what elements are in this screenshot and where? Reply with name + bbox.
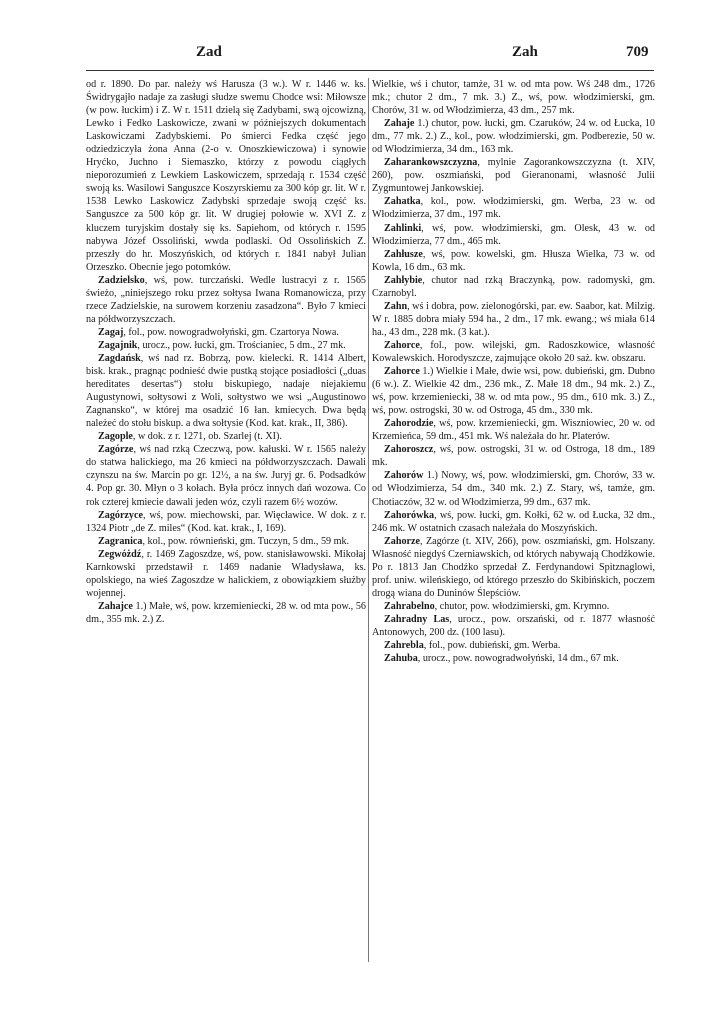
dictionary-entry: [372, 339, 655, 365]
entry-headword: Zahaje: [384, 118, 415, 130]
dictionary-entry: [372, 469, 655, 508]
dictionary-entry: [372, 222, 655, 248]
entry-text: , chutor nad rzką Braczynką, pow. radomyski, gm. Czarnobyl.: [372, 274, 655, 299]
entry-text: , w dok. z r. 1271, ob. Szarlej (t. XI).: [132, 431, 282, 443]
entry-text: , wś i dobra, pow. zielonogórski, par. ew. Saabor, kat. Milzig. W r. 1885 dobra miały 594 ha., 2 dm., 17 mk. ewang.; wś miała 614 ha., 43 dm., 228 mk. (3 kat.).: [372, 300, 655, 338]
entry-text: , fol., pow. nowogradwołyński, gm. Czartorya Nowa.: [123, 326, 339, 338]
entry-headword: Zahn: [384, 300, 408, 312]
entry-headword: Zahorze: [384, 535, 420, 547]
entry-text: , wś nad rzką Czeczwą, pow. kałuski. W r. 1565 należy do statwa halickiego, ma 26 kmieci na półdworzyszczach. Dawali czynszu na św. Marcin po gr. 12½, a na św. Juryj gr. 6. Podsadków 4. Pop gr. 30. Młyn o 3 kołach. Była prócz innych dań wozowa. Co rok czterej kmiecie dawali jeden wóz, czyli razem 6½ wozów.: [86, 444, 366, 508]
column-separator: [368, 78, 369, 962]
dictionary-entry: [372, 509, 655, 535]
dictionary-entry: [372, 117, 655, 156]
header-rule: [86, 70, 654, 71]
dictionary-entry: [372, 600, 655, 613]
entry-text: , wś nad rz. Bobrzą, pow. kielecki. R. 1414 Albert, bisk. krak., pragnąc podnieść dwie pustką stojące posiadłości („duas hereditates desertas“) stołu biskupiego, nadaje niejakiemu Augustynowi, sołtysowi z Woli, sołtystwo we wsi „Augustinowo Zagnansko“, w której ma osadzić 16 łan. kmiecych. Dwa będą należeć do stołu biskup. a dwa sołtysie (Kod. kat. krak., II, 386).: [86, 352, 366, 430]
entry-headword: Zahuba: [384, 653, 418, 665]
dictionary-entry: [86, 78, 366, 274]
entry-text: , fol., pow. dubieński, gm. Werba.: [423, 640, 561, 652]
dictionary-entry: [372, 78, 655, 117]
entry-text: , kol., pow. równieński, gm. Tuczyn, 5 dm., 59 mk.: [142, 535, 350, 547]
entry-text: , fol., pow. wilejski, gm. Radoszkowice, własność Kowalewskich. Horodyszcze, zajmujące około 20 saż. kw. obszaru.: [372, 339, 655, 364]
entry-headword: Zagórzyce: [98, 509, 143, 521]
entry-headword: Zahatka: [384, 196, 421, 208]
entry-headword: Zahorodzie: [384, 418, 434, 430]
entry-text: , wś, pow. krzemieniecki, gm. Wiszniowiec, 20 w. od Krzemieńca, 59 dm., 451 mk. Wś należała do hr. Platerów.: [372, 418, 655, 443]
dictionary-entry: [86, 548, 366, 600]
entry-text: , r. 1469 Zagoszdze, wś, pow. stanisławowski. Mikołaj Karnkowski przedstawił r. 1469 nadanie Władysława, ks. opolskiego, na wieś Zagoszdze w halickiem, z obowiązkiem służby wojennej.: [86, 548, 366, 599]
entry-text: , urocz., pow. nowogradwołyński, 14 dm., 67 mk.: [417, 653, 619, 665]
entry-headword: Zahajce: [98, 600, 133, 612]
entry-text: Wielkie, wś i chutor, tamże, 31 w. od mta pow. Wś 248 dm., 1726 mk.; chutor 2 dm., 7 mk. 3.) Z., wś, pow. włodzimierski, gm. Chorów, 31 w. od Włodzimierza, 43 dm., 257 mk.: [372, 79, 655, 117]
dictionary-entry: [86, 443, 366, 508]
entry-text: , wś, pow. łucki, gm. Kołki, 62 w. od Łucka, 32 dm., 246 mk. W ostatnich czasach należała do Moszyńskich.: [372, 509, 655, 534]
entry-headword: Zahlinki: [384, 222, 422, 234]
header-center-word: Zah: [512, 44, 538, 60]
entry-text: , Zagórze (t. XIV, 266), pow. oszmiański, gm. Holszany. Własność niegdyś Czerniawskich, od których nabywają Chodźkowie. Po r. 1813 Jan Chodźko sprzedał Z. Ferdynandowi Spitznaglowi, prof. uniw. wileńskiego, od którego przeszło do Skibińskich, poczem drogą wiana do Duninów Ślepściów.: [372, 535, 655, 599]
header-left-word: Zad: [196, 44, 222, 60]
dictionary-entry: [86, 600, 366, 626]
dictionary-entry: [86, 535, 366, 548]
dictionary-entry: [372, 274, 655, 300]
dictionary-entry: [86, 430, 366, 443]
entry-headword: Zahradny Las: [384, 613, 450, 625]
dictionary-entry: [372, 613, 655, 639]
entry-headword: Zagranica: [98, 535, 143, 547]
dictionary-entry: [372, 443, 655, 469]
entry-text: , wś, pow. turczański. Wedle lustracyi z r. 1565 świeżo, „niniejszego roku przez sołtysa Iwana Romanowicza, przy rzece Zadzielskie, na surowem korzeniu zasadzona“. Było 7 kmieci na półdworzyszczach.: [86, 274, 366, 325]
entry-text: , wś, pow. miechowski, par. Więcławice. W dok. z r. 1324 Piotr „de Z. miles“ (Kod. kat. krak., I, 169).: [86, 509, 366, 534]
entry-text: , wś, pow. kowelski, gm. Hłusza Wielka, 73 w. od Kowla, 16 dm., 63 mk.: [372, 248, 655, 273]
entry-headword: Zegwóżdź: [98, 548, 142, 560]
entry-headword: Zahłybie: [384, 274, 423, 286]
entry-headword: Zagople: [98, 431, 133, 443]
entry-headword: Zahorce: [384, 339, 420, 351]
right-column: [372, 78, 655, 665]
entry-headword: Zagajnik: [98, 339, 138, 351]
dictionary-entry: [372, 195, 655, 221]
page-number: 709: [626, 44, 649, 60]
entry-text: 1.) chutor, pow. łucki, gm. Czaruków, 24 w. od Łucka, 10 dm., 77 mk. 2.) Z., kol., pow. włodzimierski, gm. Podberezie, 50 w. od Włodzimierza, 34 dm., 163 mk.: [372, 118, 655, 156]
entry-text: od r. 1890. Do par. należy wś Harusza (3 w.). W r. 1446 w. ks. Świdrygajło nadaje za zasługi słudze swemu Chodce wsi: Miłowsze (w pow. łuckim) i Z. W r. 1511 dzielą się Zadybami, swą ojcowizną, Lewko i Fedko Laskowicze, zwani w późniejszych dokumentach Laskowiczami Zadybskiemi. Po śmierci Fedka część jego odziedziczyła żona Anna (2-o v. Onoszkiewiczowa) i synowie Hryćko, Juchno i Siemaszko, którzy z powodu ciągłych nieporozumień z Lewkiem Laskowiczem, sprzedają r. 1534 część swoją ks. Wasilowi Sanguszce Koszyrskiemu za 300 kóp gr. lit. W r. 1538 Lewko Laskowicz Zadybski sprzedaje swoją część ks. Sanguszce za 500 kóp gr. lit. W drugiej połowie w. XVI Z. z kluczem turyjskim dostały się ks. Sapiehom, od których r. 1595 nabywa Józef Ossoliński, wwda podlaski. Od Ossolińskich Z. przeszły do hr. Moszyńskich, od których r. 1841 nabył Julian Orzeszko. Obecnie jego potomków.: [86, 79, 366, 273]
dictionary-entry: [372, 365, 655, 417]
entry-text: , wś, pow. włodzimierski, gm. Olesk, 43 w. od Włodzimierza, 77 dm., 465 mk.: [372, 222, 655, 247]
entry-text: 1.) Małe, wś, pow. krzemieniecki, 28 w. od mta pow., 56 dm., 355 mk. 2.) Z.: [86, 600, 366, 625]
entry-text: , wś, pow. ostrogski, 31 w. od Ostroga, 18 dm., 189 mk.: [372, 444, 655, 469]
entry-text: 1.) Wielkie i Małe, dwie wsi, pow. dubieński, gm. Dubno (6 w.). Z. Wielkie 42 dm., 236 mk., Z. Małe 18 dm., 94 mk. 2.) Z., wś, pow. krzemieniecki, 38 w. od mta pow., 95 dm., 610 mk. 3.) Z., wś, pow. ostrogski, 30 w. od Ostroga, 45 dm., 330 mk.: [372, 366, 655, 417]
entry-text: , urocz., pow. orszański, od r. 1877 własność Antonowych, 200 dz. (100 lasu).: [372, 613, 655, 638]
entry-headword: Zahorówka: [384, 509, 435, 521]
entry-headword: Zahorce: [384, 366, 420, 378]
entry-headword: Zahoroszcz: [384, 444, 434, 456]
entry-headword: Zahrebla: [384, 640, 424, 652]
entry-text: 1.) Nowy, wś, pow. włodzimierski, gm. Chorów, 33 w. od Włodzimierza, 54 dm., 340 mk. 2.) Z. Stary, wś, tamże, gm. Chotiaczów, 32 w. od Włodzimierza, 99 dm., 637 mk.: [372, 470, 655, 508]
entry-headword: Zagdańsk: [98, 352, 141, 364]
entry-text: , kol., pow. włodzimierski, gm. Werba, 23 w. od Włodzimierza, 37 dm., 197 mk.: [372, 196, 655, 221]
dictionary-entry: [372, 156, 655, 195]
entry-headword: Zahrabelno: [384, 600, 435, 612]
left-column: [86, 78, 366, 626]
entry-headword: Zagórze: [98, 444, 134, 456]
running-header: [0, 44, 720, 68]
dictionary-entry: [372, 300, 655, 339]
entry-headword: Zahorów: [384, 470, 424, 482]
dictionary-entry: [86, 326, 366, 339]
entry-headword: Zagaj: [98, 326, 124, 338]
dictionary-entry: [372, 417, 655, 443]
dictionary-entry: [372, 248, 655, 274]
entry-headword: Zahłusze: [384, 248, 423, 260]
entry-text: , chutor, pow. włodzimierski, gm. Krymno.: [434, 600, 610, 612]
dictionary-entry: [372, 652, 655, 665]
entry-text: , mylnie Zagorankowszczyzna (t. XIV, 260), pow. oszmiański, pod Gieranonami, własność Julii Zygmuntowej Jankowskiej.: [372, 157, 655, 195]
dictionary-entry: [86, 274, 366, 326]
dictionary-entry: [86, 339, 366, 352]
entry-text: , urocz., pow. łucki, gm. Trościaniec, 5 dm., 27 mk.: [137, 339, 346, 351]
entry-headword: Zadzielsko: [98, 274, 145, 286]
entry-headword: Zaharankowszczyzna: [384, 157, 478, 169]
dictionary-entry: [372, 535, 655, 600]
dictionary-entry: [372, 639, 655, 652]
dictionary-entry: [86, 509, 366, 535]
dictionary-entry: [86, 352, 366, 430]
